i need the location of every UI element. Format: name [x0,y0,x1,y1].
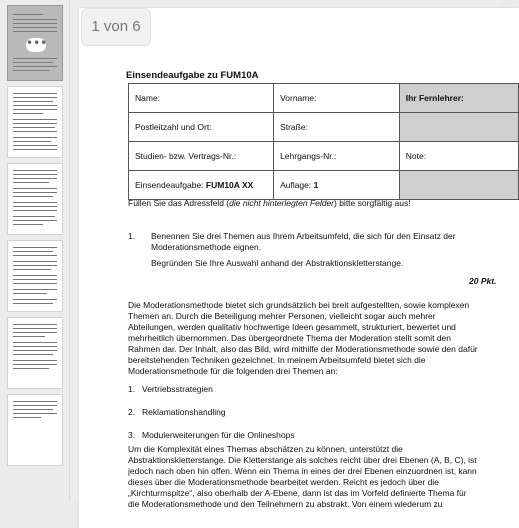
thumbnail-menu-icon[interactable]: ••• [26,36,48,50]
task-question: Benennen Sie drei Themen aus Ihrem Arbeitsumfeld, die sich für den Einsatz der Moderationsmethode eignen. [151,231,456,252]
paragraph-line: Rahmen dar. Der Inhalt, also das Bild, wird mithilfe der Moderationsmethode sowie den dafür [128,344,478,354]
field-auflage: Auflage: 1 [274,171,400,200]
field-plz-ort: Postleitzahl und Ort: [129,113,274,142]
paragraph-line: Abteilungen, werden qualitativ hochwertige Ideen gesammelt, strukturiert, bewertet und [128,322,456,332]
page-thumbnail-6[interactable] [7,394,63,466]
document-page [79,8,519,528]
page-thumbnail-3[interactable] [7,163,63,235]
paragraph-line: die Moderationsmethode und den Teilnehmern zu abstrakt. Von einem wiederum zu [128,499,443,509]
document-view[interactable] [71,0,500,509]
answer-paragraph-2 [128,444,518,510]
page-thumbnail-2[interactable] [7,86,63,158]
field-empty-2 [399,171,518,200]
paragraph-line: „Kirchturmspitze“, also oberhalb der A-Ebene, dann ist das im Vorfeld definierte Thema für [128,488,467,498]
thumbnail-sidebar [0,0,70,500]
page-indicator: 1 von 6 [81,8,151,46]
field-empty-1 [399,113,518,142]
task-number: 1. [128,231,136,241]
paragraph-line: bereitstehenden Techniken gezeichnet. In meinem Arbeitsumfeld bietet sich die [128,355,426,365]
field-name: Name: [129,84,274,113]
paragraph-line: Themen an. Durch die Beteiligung mehrer Personen, vielleicht sogar auch mehrer [128,311,436,321]
field-fernlehrer: Ihr Fernlehrer: [399,84,518,113]
field-einsendeaufgabe: Einsendeaufgabe: FUM10A XX [129,171,274,200]
paragraph-line: mehrheitlich übernommen. Das übergeordnete Thema der Moderation stellt somit den [128,333,452,343]
task-instruction: Begründen Sie Ihre Auswahl anhand der Abstraktionskletterstange. [151,258,404,268]
page-thumbnail-1[interactable] [7,5,63,81]
field-strasse: Straße: [274,113,400,142]
document-title: Einsendeaufgabe zu FUM10A [126,70,259,81]
paragraph-line: Um die Komplexität eines Themas abschätzen zu können, unterstützt die [128,444,403,454]
paragraph-line: jedoch nach oben hin offen. Wenn ein Thema in eines der drei Ebenen einzuordnen ist, kann [128,466,477,476]
list-item: 1. Vertriebsstrategien [128,384,213,394]
address-note: Füllen Sie das Adressfeld (die nicht hinterlegten Felder) bitte sorgfältig aus! [128,198,411,208]
address-table [128,83,519,200]
page-thumbnail-5[interactable] [7,317,63,389]
page-thumbnail-4[interactable] [7,240,63,312]
field-note: Note: [399,142,518,171]
paragraph-line: Moderationsmethode für die folgenden drei Themen an: [128,366,338,376]
paragraph-line: Die Moderationsmethode bietet sich grundsätzlich bei breit aufgestellten, sowie komplexen [128,300,470,310]
list-item: 3. Modulerweiterungen für die Onlineshops [128,430,295,440]
list-item: 2. Reklamationshandling [128,407,226,417]
task-points: 20 Pkt. [469,276,497,286]
field-vertrags-nr: Studien- bzw. Vertrags-Nr.: [129,142,274,171]
answer-paragraph-1 [128,300,518,377]
paragraph-line: dieses über die Moderationsmethode bearbeitet werden. Reicht es jedoch über die [128,477,439,487]
paragraph-line: Abstraktionskletterstange. Die Kletterstange als solches reicht über drei Ebenen (A, B, C), ist [128,455,477,465]
field-vorname: Vorname: [274,84,400,113]
field-lehrgangs-nr: Lehrgangs-Nr.: [274,142,400,171]
